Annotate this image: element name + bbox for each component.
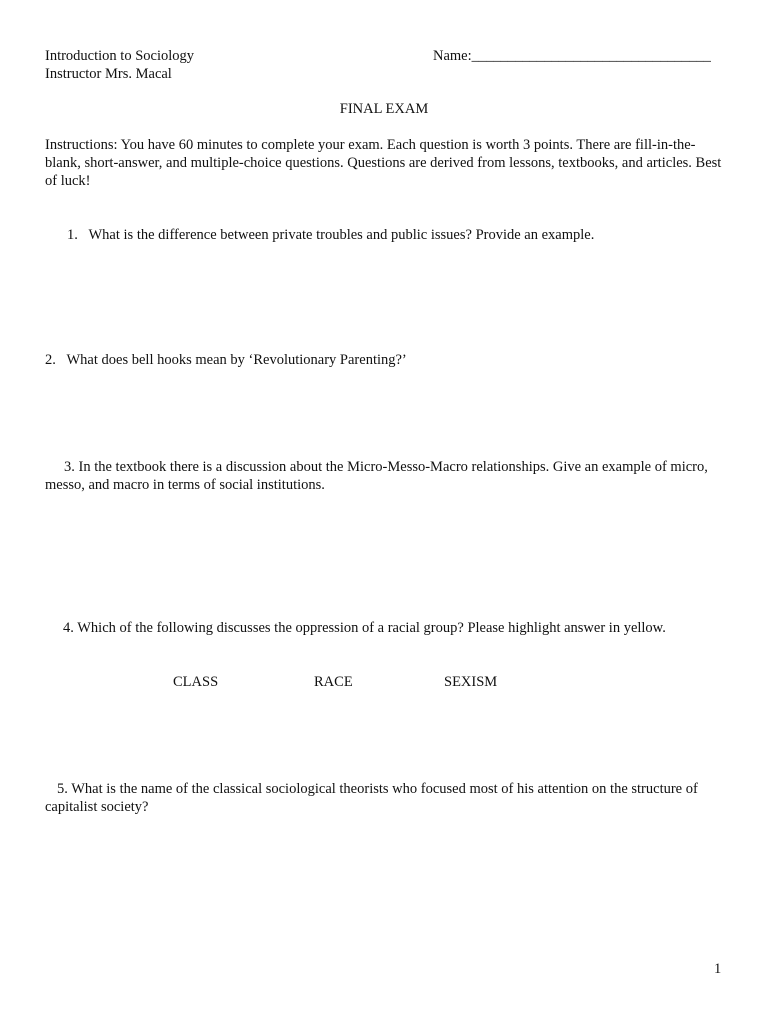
question-text: What is the name of the classical sociological theorists who focused most of his attention on the structure of capitalist society?	[45, 781, 698, 815]
question-number: 3.	[64, 459, 75, 475]
question-number: 4.	[63, 620, 74, 636]
question-2	[45, 351, 407, 369]
answer-option-race: RACE	[314, 674, 353, 690]
question-text: Which of the following discusses the oppression of a racial group? Please highlight answer in yellow.	[77, 620, 666, 636]
question-5	[45, 780, 735, 816]
question-text: What does bell hooks mean by ‘Revolutionary Parenting?’	[66, 352, 407, 368]
course-name: Introduction to Sociology	[45, 48, 195, 64]
instructor-name: Instructor Mrs. Macal	[45, 66, 172, 82]
page-number: 1	[714, 961, 722, 977]
question-1	[67, 226, 594, 244]
question-number: 1.	[67, 227, 78, 243]
exam-title: FINAL EXAM	[339, 101, 429, 117]
exam-instructions: Instructions: You have 60 minutes to complete your exam. Each question is worth 3 points. There are fill-in-the-blank, short-answer, and multiple-choice questions. Questions are derived from lessons, textbooks, and articles. Best of luck!	[45, 137, 722, 189]
question-3	[45, 458, 725, 494]
question-text: What is the difference between private troubles and public issues? Provide an example.	[88, 227, 595, 243]
student-name-field: Name:_________________________________	[433, 48, 711, 64]
answer-option-class: CLASS	[173, 674, 219, 690]
answer-option-sexism: SEXISM	[444, 674, 498, 690]
question-number: 5.	[57, 781, 68, 797]
question-text: In the textbook there is a discussion about the Micro-Messo-Macro relationships. Give an example of micro, messo, and macro in terms of social institutions.	[45, 459, 708, 493]
question-number: 2.	[45, 352, 56, 368]
question-4	[63, 619, 666, 637]
